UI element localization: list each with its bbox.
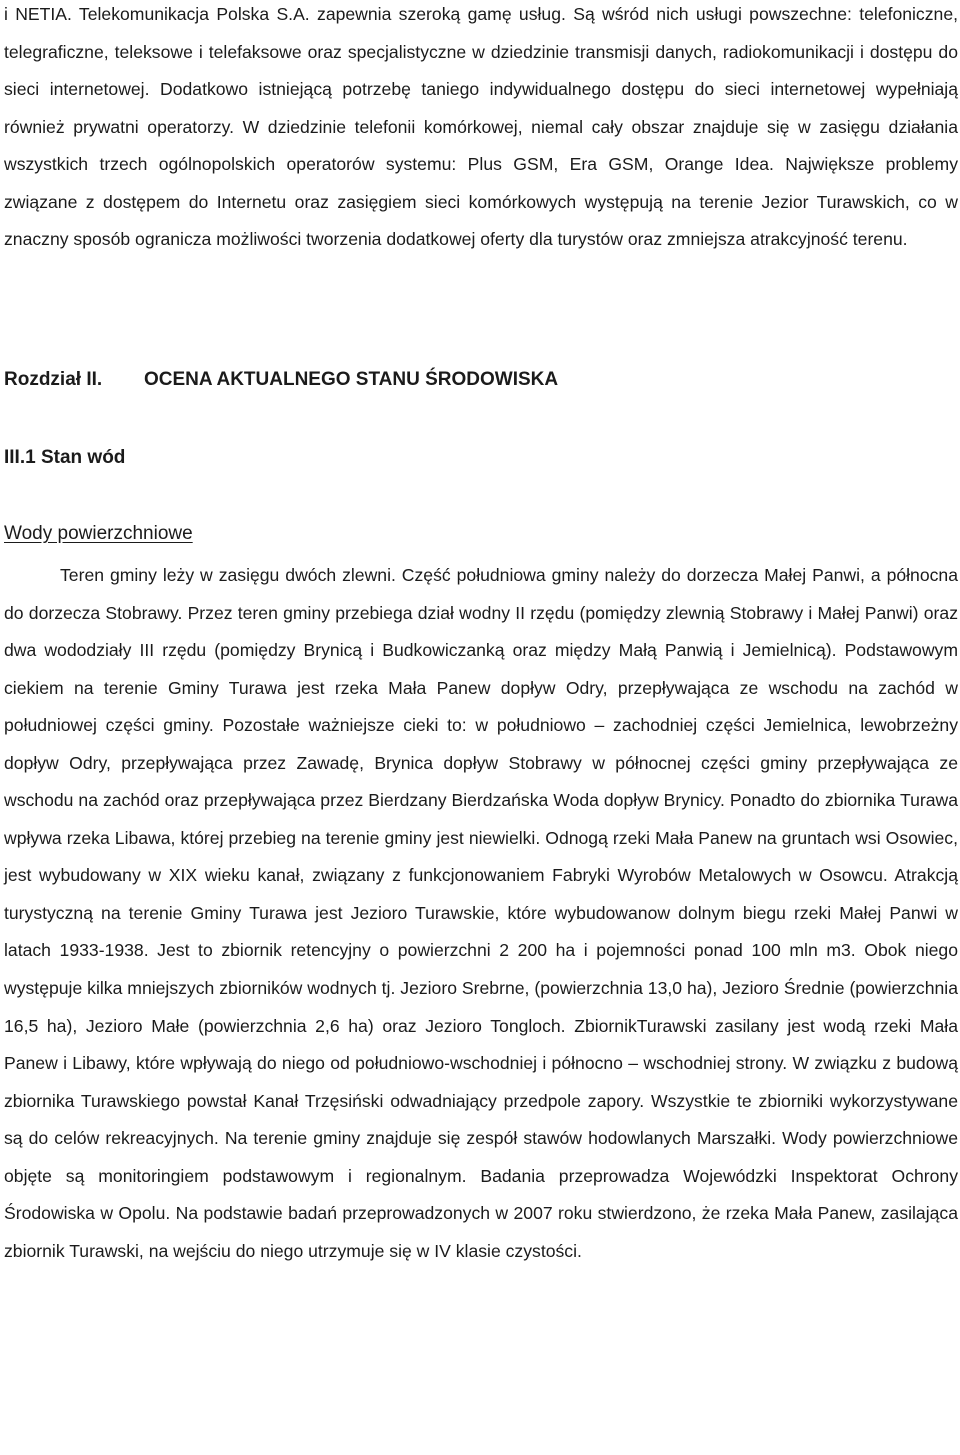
document-page xyxy=(4,0,958,1261)
chapter-heading xyxy=(4,369,558,391)
chapter-title: OCENA AKTUALNEGO STANU ŚRODOWISKA xyxy=(144,369,559,390)
body-paragraph-surface-water: Teren gminy leży w zasięgu dwóch zlewni. Część południowa gminy należy do dorzecza Małej Panwi, a północna do dorzecza Stobrawy. Przez teren gminy przebiega dział wodny II rzędu (pomiędzy zlewnią Stobrawy i Małej Panwi) oraz dwa wododziały III rzędu (pomiędzy Brynicą i Budkowiczanką oraz między Małą Panwią i Jemielnicą). Podstawowym ciekiem na terenie Gminy Turawa jest rzeka Mała Panew dopływ Odry, przepływająca ze wschodu na zachód w południowej części gminy. Pozostałe ważniejsze cieki to: w południowo – zachodniej części Jemielnica, lewobrzeżny dopływ Odry, przepływająca przez Zawadę, Brynica dopływ Stobrawy w północnej części gminy przepływająca ze wschodu na zachód oraz przepływająca przez Bierdzany Bierdzańska Woda dopływ Brynicy. Ponadto do zbiornika Turawa wpływa rzeka Libawa, której przebieg na terenie gminy jest niewielki. Odnogą rzeki Mała Panew na gruntach wsi Osowiec, jest wybudowany w XIX wieku kanał, związany z funkcjonowaniem Fabryki Wyrobów Metalowych w Osowcu. Atrakcją turystyczną na terenie Gminy Turawa jest Jezioro Turawskie, które wybudowanow dolnym biegu rzeki Małej Panwi w latach 1933-1938. Jest to zbiornik retencyjny o powierzchni 2 200 ha i pojemności ponad 100 mln m3. Obok niego występuje kilka mniejszych zbiorników wodnych tj. Jezioro Srebrne, (powierzchnia 13,0 ha), Jezioro Średnie (powierzchnia 16,5 ha), Jezioro Małe (powierzchnia 2,6 ha) oraz Jezioro Tongloch. ZbiornikTurawski zasilany jest wodą rzeki Mała Panew i Libawy, które wpływają do niego od południowo-wschodniej i północno – wschodniej strony. W związku z budową zbiornika Turawskiego powstał Kanał Trzęsiński odwadniający przedpole zapory. Wszystkie te zbiorniki wykorzystywane są do celów rekreacyjnych. Na terenie gminy znajduje się zespół stawów hodowlanych Marszałki. Wody powierzchniowe objęte są monitoringiem podstawowym i regionalnym. Badania przeprowadza Wojewódzki Inspektorat Ochrony Środowiska w Opolu. Na podstawie badań przeprowadzonych w 2007 roku stwierdzono, że rzeka Mała Panew, zasilająca zbiornik Turawski, na wejściu do niego utrzymuje się w IV klasie czystości. xyxy=(4,565,958,1261)
subsection-heading: Wody powierzchniowe xyxy=(4,523,193,544)
body-paragraph-telecom: i NETIA. Telekomunikacja Polska S.A. zapewnia szeroką gamę usług. Są wśród nich usługi powszechne: telefoniczne, telegraficzne, teleksowe i telefaksowe oraz specjalistyczne w dziedzinie transmisji danych, radiokomunikacji i dostępu do sieci internetowej. Dodatkowo istniejącą potrzebę taniego indywidualnego dostępu do sieci internetowej wypełniają również prywatni operatorzy. W dziedzinie telefonii komórkowej, niemal cały obszar znajduje się w zasięgu działania wszystkich trzech ogólnopolskich operatorów systemu: Plus GSM, Era GSM, Orange Idea. Największe problemy związane z dostępem do Internetu oraz zasięgiem sieci komórkowych występują na terenie Jezior Turawskich, co w znaczny sposób ogranicza możliwości tworzenia dodatkowej oferty dla turystów oraz zmniejsza atrakcyjność terenu. xyxy=(4,4,958,249)
section-heading: III.1 Stan wód xyxy=(4,447,126,468)
chapter-number: Rozdział II. xyxy=(4,369,103,390)
